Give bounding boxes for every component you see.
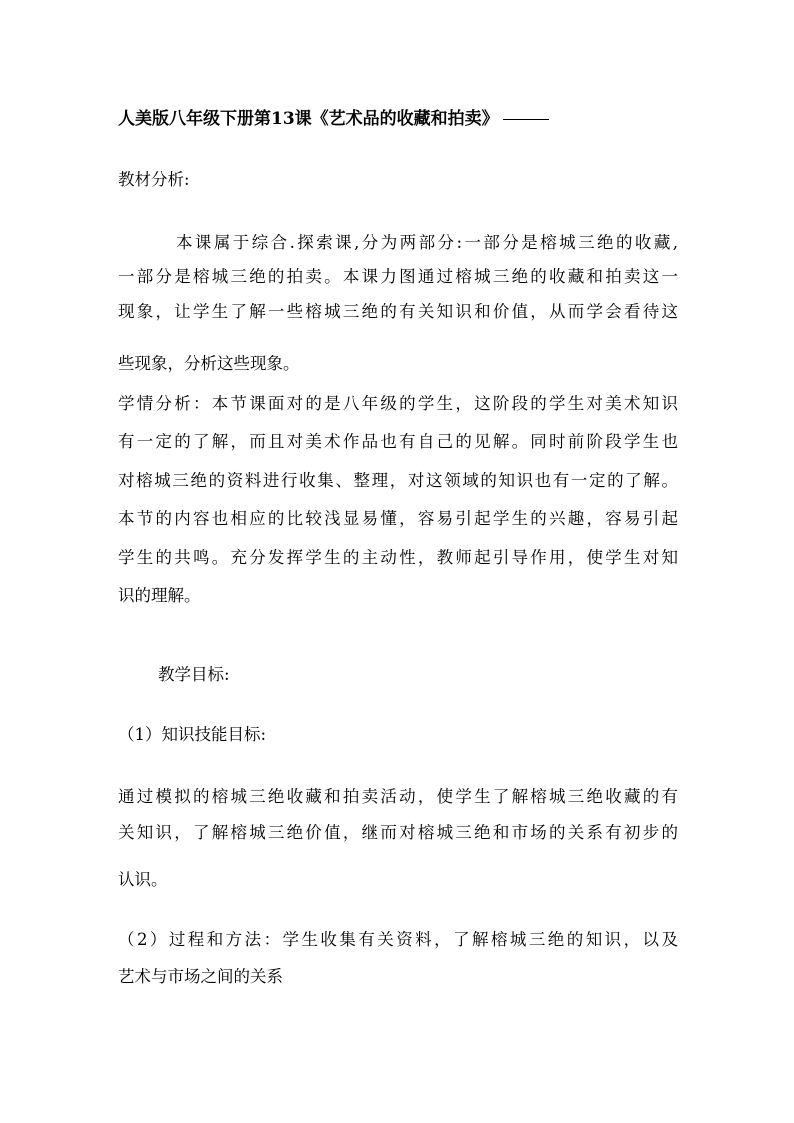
paragraph-line: 学生的共鸣。充分发挥学生的主动性，教师起引导作用，使学生对知 <box>118 548 678 567</box>
title-dash <box>503 119 549 120</box>
paragraph-line: 现象，让学生了解一些榕城三绝的有关知识和价值，从而学会看待这 <box>118 302 678 321</box>
paragraph-line: （2）过程和方法：学生收集有关资料，了解榕城三绝的知识，以及 <box>118 930 678 949</box>
paragraph-line: 认识。 <box>118 870 168 889</box>
paragraph-line: 本节的内容也相应的比较浅显易懂，容易引起学生的兴趣，容易引起 <box>118 509 678 528</box>
heading-textbook-analysis: 教材分析: <box>118 170 190 189</box>
paragraph-line: 有一定的了解，而且对美术作品也有自己的见解。同时前阶段学生也 <box>118 432 678 451</box>
paragraph-line: 通过模拟的榕城三绝收藏和拍卖活动，使学生了解榕城三绝收藏的有 <box>118 787 678 806</box>
paragraph-line: 本课属于综合.探索课,分为两部分:一部分是榕城三绝的收藏, <box>176 233 678 252</box>
paragraph-line: 对榕城三绝的资料进行收集、整理，对这领域的知识也有一定的了解。 <box>118 471 678 490</box>
paragraph-line: 关知识，了解榕城三绝价值，继而对榕城三绝和市场的关系有初步的 <box>118 823 678 842</box>
paragraph-line: 识的理解。 <box>118 586 201 605</box>
paragraph-line: 艺术与市场之间的关系 <box>118 967 283 986</box>
paragraph-line: 些现象，分析这些现象。 <box>118 354 300 373</box>
paragraph-line: 一部分是榕城三绝的拍卖。本课力图通过榕城三绝的收藏和拍卖这一 <box>118 267 678 286</box>
document-title <box>118 109 549 129</box>
heading-teaching-goals: 教学目标: <box>158 665 230 684</box>
heading-knowledge-goals: （1）知识技能目标: <box>118 725 267 744</box>
document-title-text: 人美版八年级下册第13课《艺术品的收藏和拍卖》 <box>118 109 499 129</box>
paragraph-line: 学情分析：本节课面对的是八年级的学生，这阶段的学生对美术知识 <box>118 394 678 413</box>
